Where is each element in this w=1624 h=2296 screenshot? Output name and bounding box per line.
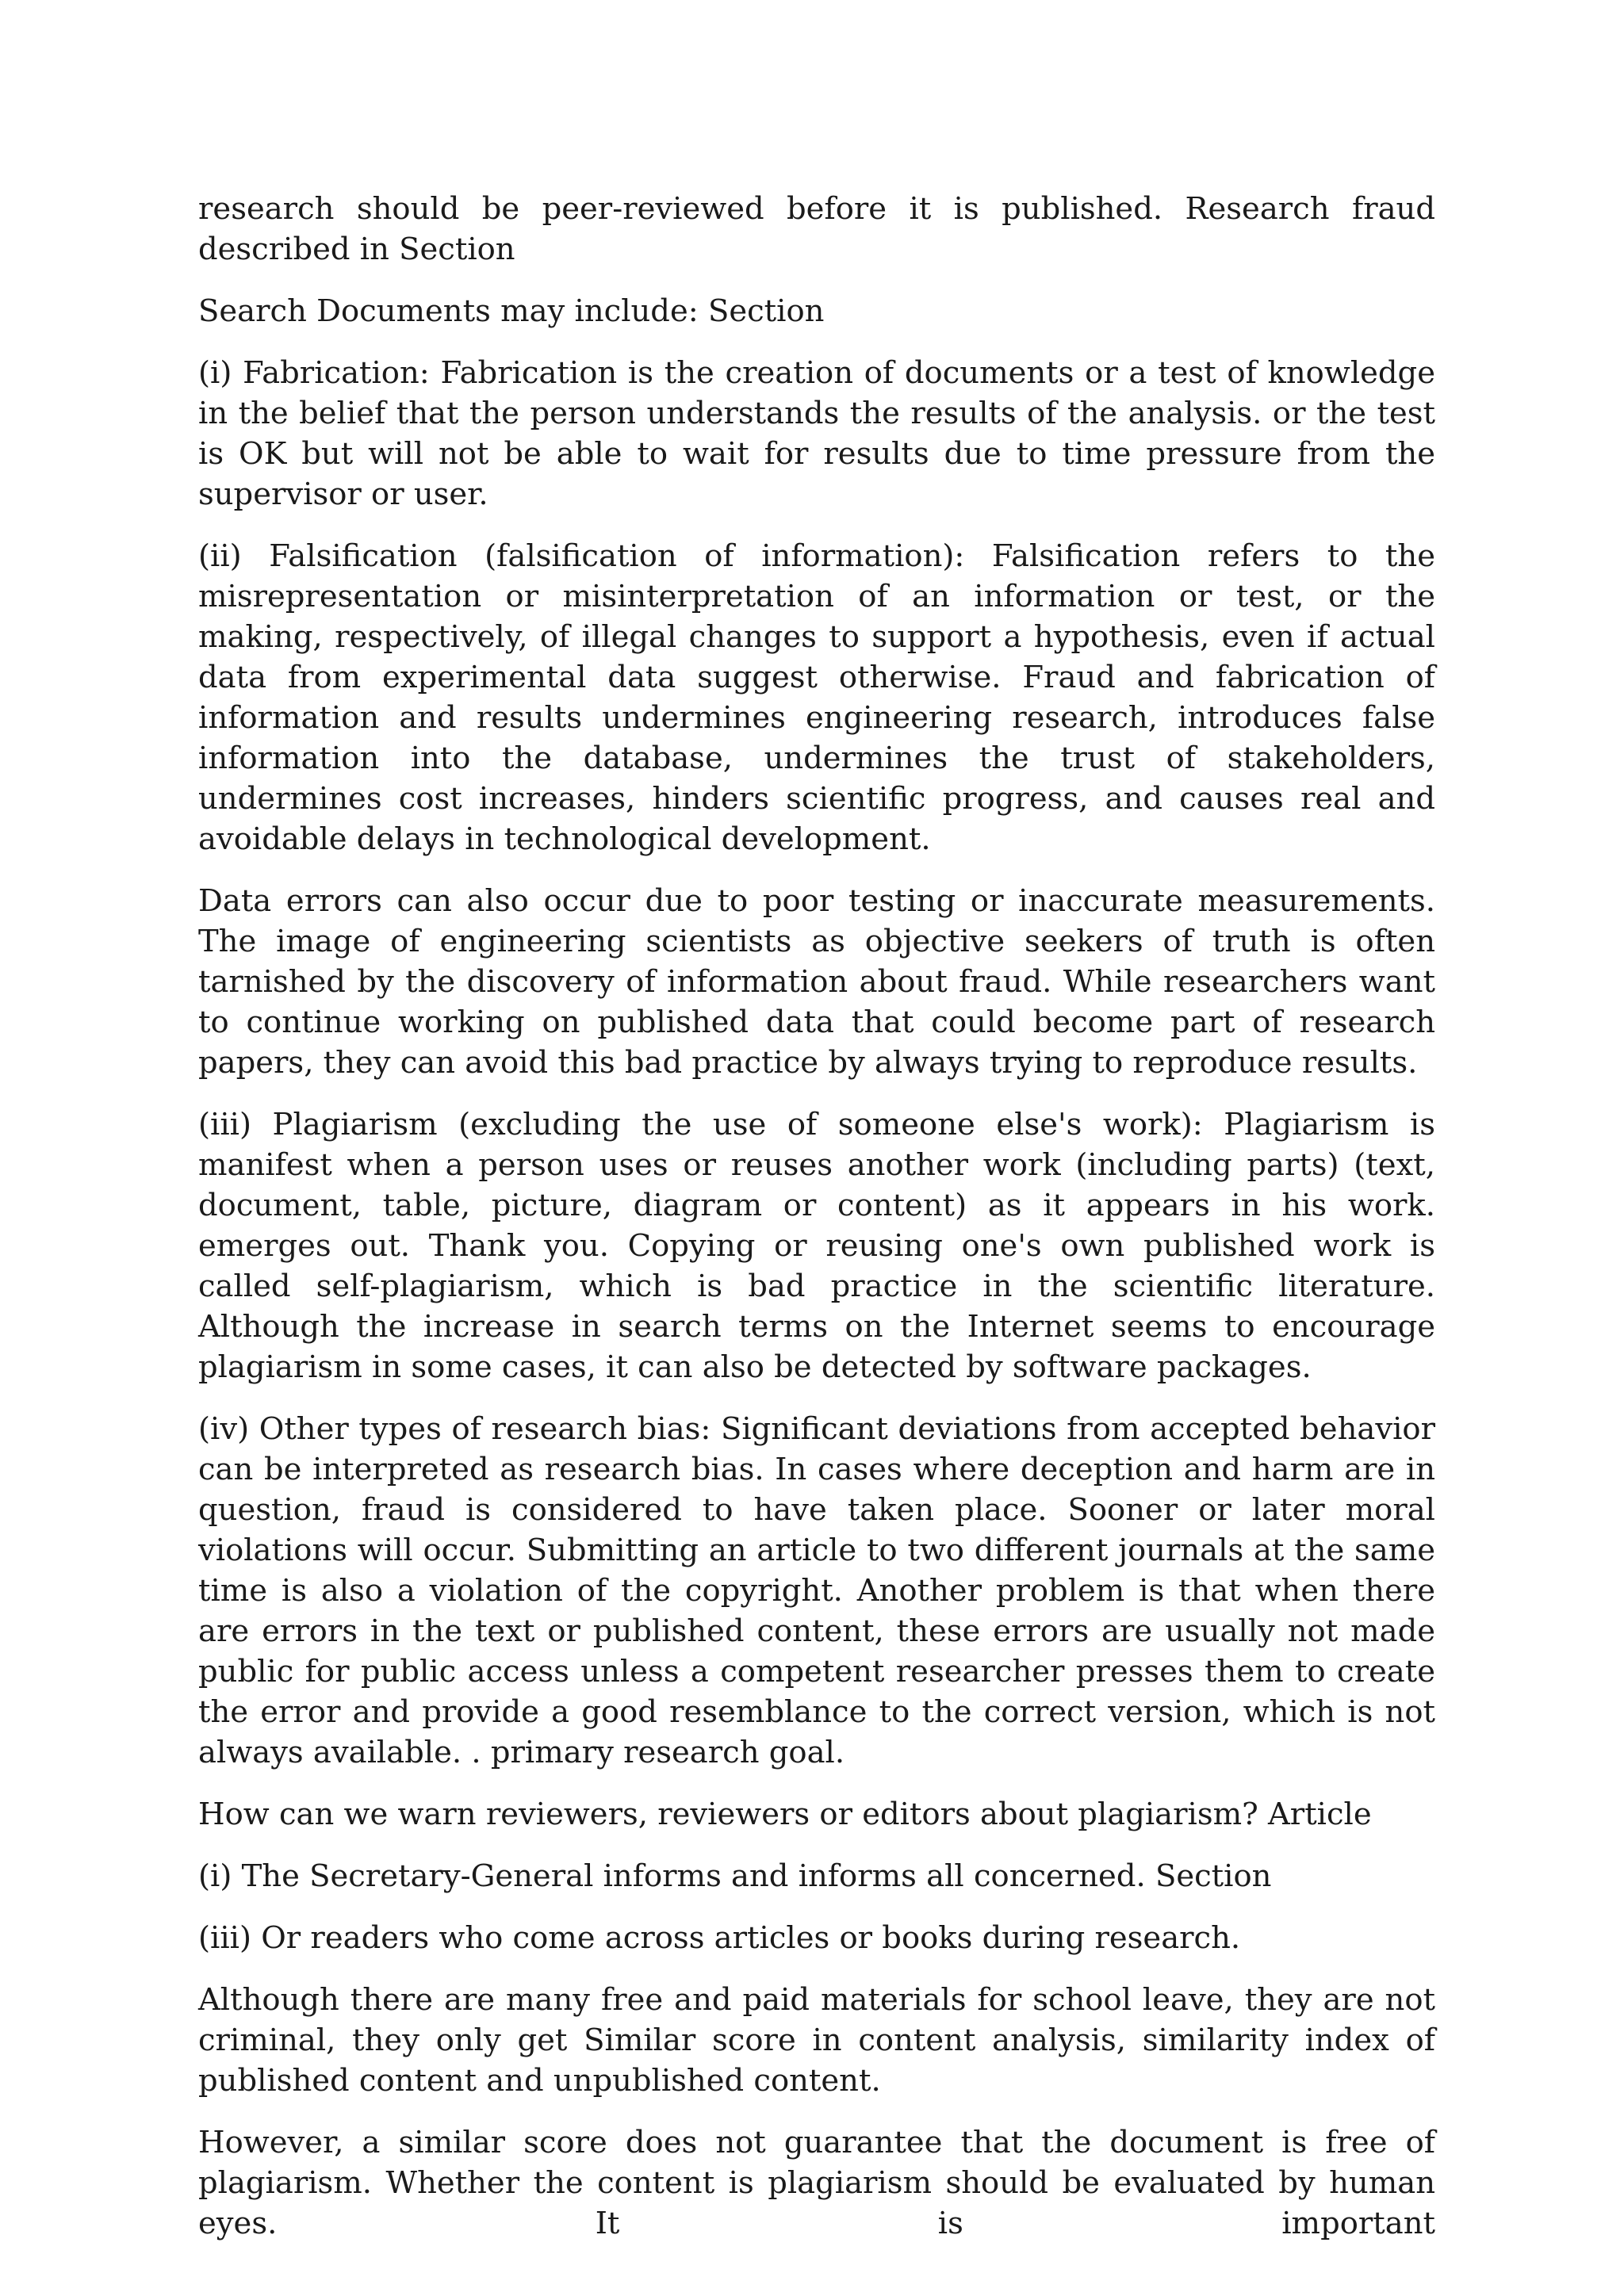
paragraph-falsification: (ii) Falsification (falsification of information): Falsification refers to the misrepresentation or misinterpretation of an information or test, or the making, respectively, of illegal changes to support a hypothesis, even if actual data from experimental data suggest otherwise. Fraud and fabrication of information and results undermines engineering research, introduces false information into the database, undermines the trust of stakeholders, undermines cost increases, hinders scientific progress, and causes real and avoidable delays in technological development.: [198, 538, 1435, 857]
paragraph-plagiarism: (iii) Plagiarism (excluding the use of someone else's work): Plagiarism is manifest when a person uses or reuses another work (including parts) (text, document, table, picture, diagram or content) as it appears in his work. emerges out. Thank you. Copying or reusing one's own published work is called self-plagiarism, which is bad practice in the scientific literature. Although the increase in search terms on the Internet seems to encourage plagiarism in some cases, it can also be detected by software packages.: [198, 1107, 1435, 1385]
paragraph-research-bias: (iv) Other types of research bias: Significant deviations from accepted behavior can be interpreted as research bias. In cases where deception and harm are in question, fraud is considered to have taken place. Sooner or later moral violations will occur. Submitting an article to two different journals at the same time is also a violation of the copyright. Another problem is that when there are errors in the text or published content, these errors are usually not made public for public access unless a competent researcher presses them to create the error and provide a good resemblance to the correct version, which is not always available. . primary research goal.: [198, 1411, 1435, 1770]
paragraph-warn-reviewers: How can we warn reviewers, reviewers or editors about plagiarism? Article: [198, 1797, 1372, 1832]
paragraph-human-evaluation: However, a similar score does not guarantee that the document is free of plagiarism. Whether the content is plagiarism should be evaluated by human eyes. It is important: [198, 2125, 1435, 2241]
paragraph-peer-review: research should be peer-reviewed before it is published. Research fraud described in Section: [198, 191, 1435, 267]
paragraph-search-documents: Search Documents may include: Section: [198, 293, 825, 329]
paragraph-fabrication: (i) Fabrication: Fabrication is the creation of documents or a test of knowledge in the belief that the person understands the results of the analysis. or the test is OK but will not be able to wait for results due to time pressure from the supervisor or user.: [198, 355, 1435, 512]
paragraph-similarity-score: Although there are many free and paid materials for school leave, they are not criminal, they only get Similar score in content analysis, similarity index of published content and unpublished content.: [198, 1982, 1435, 2099]
paragraph-secretary-general: (i) The Secretary-General informs and informs all concerned. Section: [198, 1858, 1272, 1894]
paragraph-readers: (iii) Or readers who come across articles or books during research.: [198, 1920, 1241, 1956]
paragraph-data-errors: Data errors can also occur due to poor testing or inaccurate measurements. The image of engineering scientists as objective seekers of truth is often tarnished by the discovery of information about fraud. While researchers want to continue working on published data that could become part of research papers, they can avoid this bad practice by always trying to reproduce results.: [198, 883, 1435, 1081]
document-body: [198, 189, 1435, 2265]
